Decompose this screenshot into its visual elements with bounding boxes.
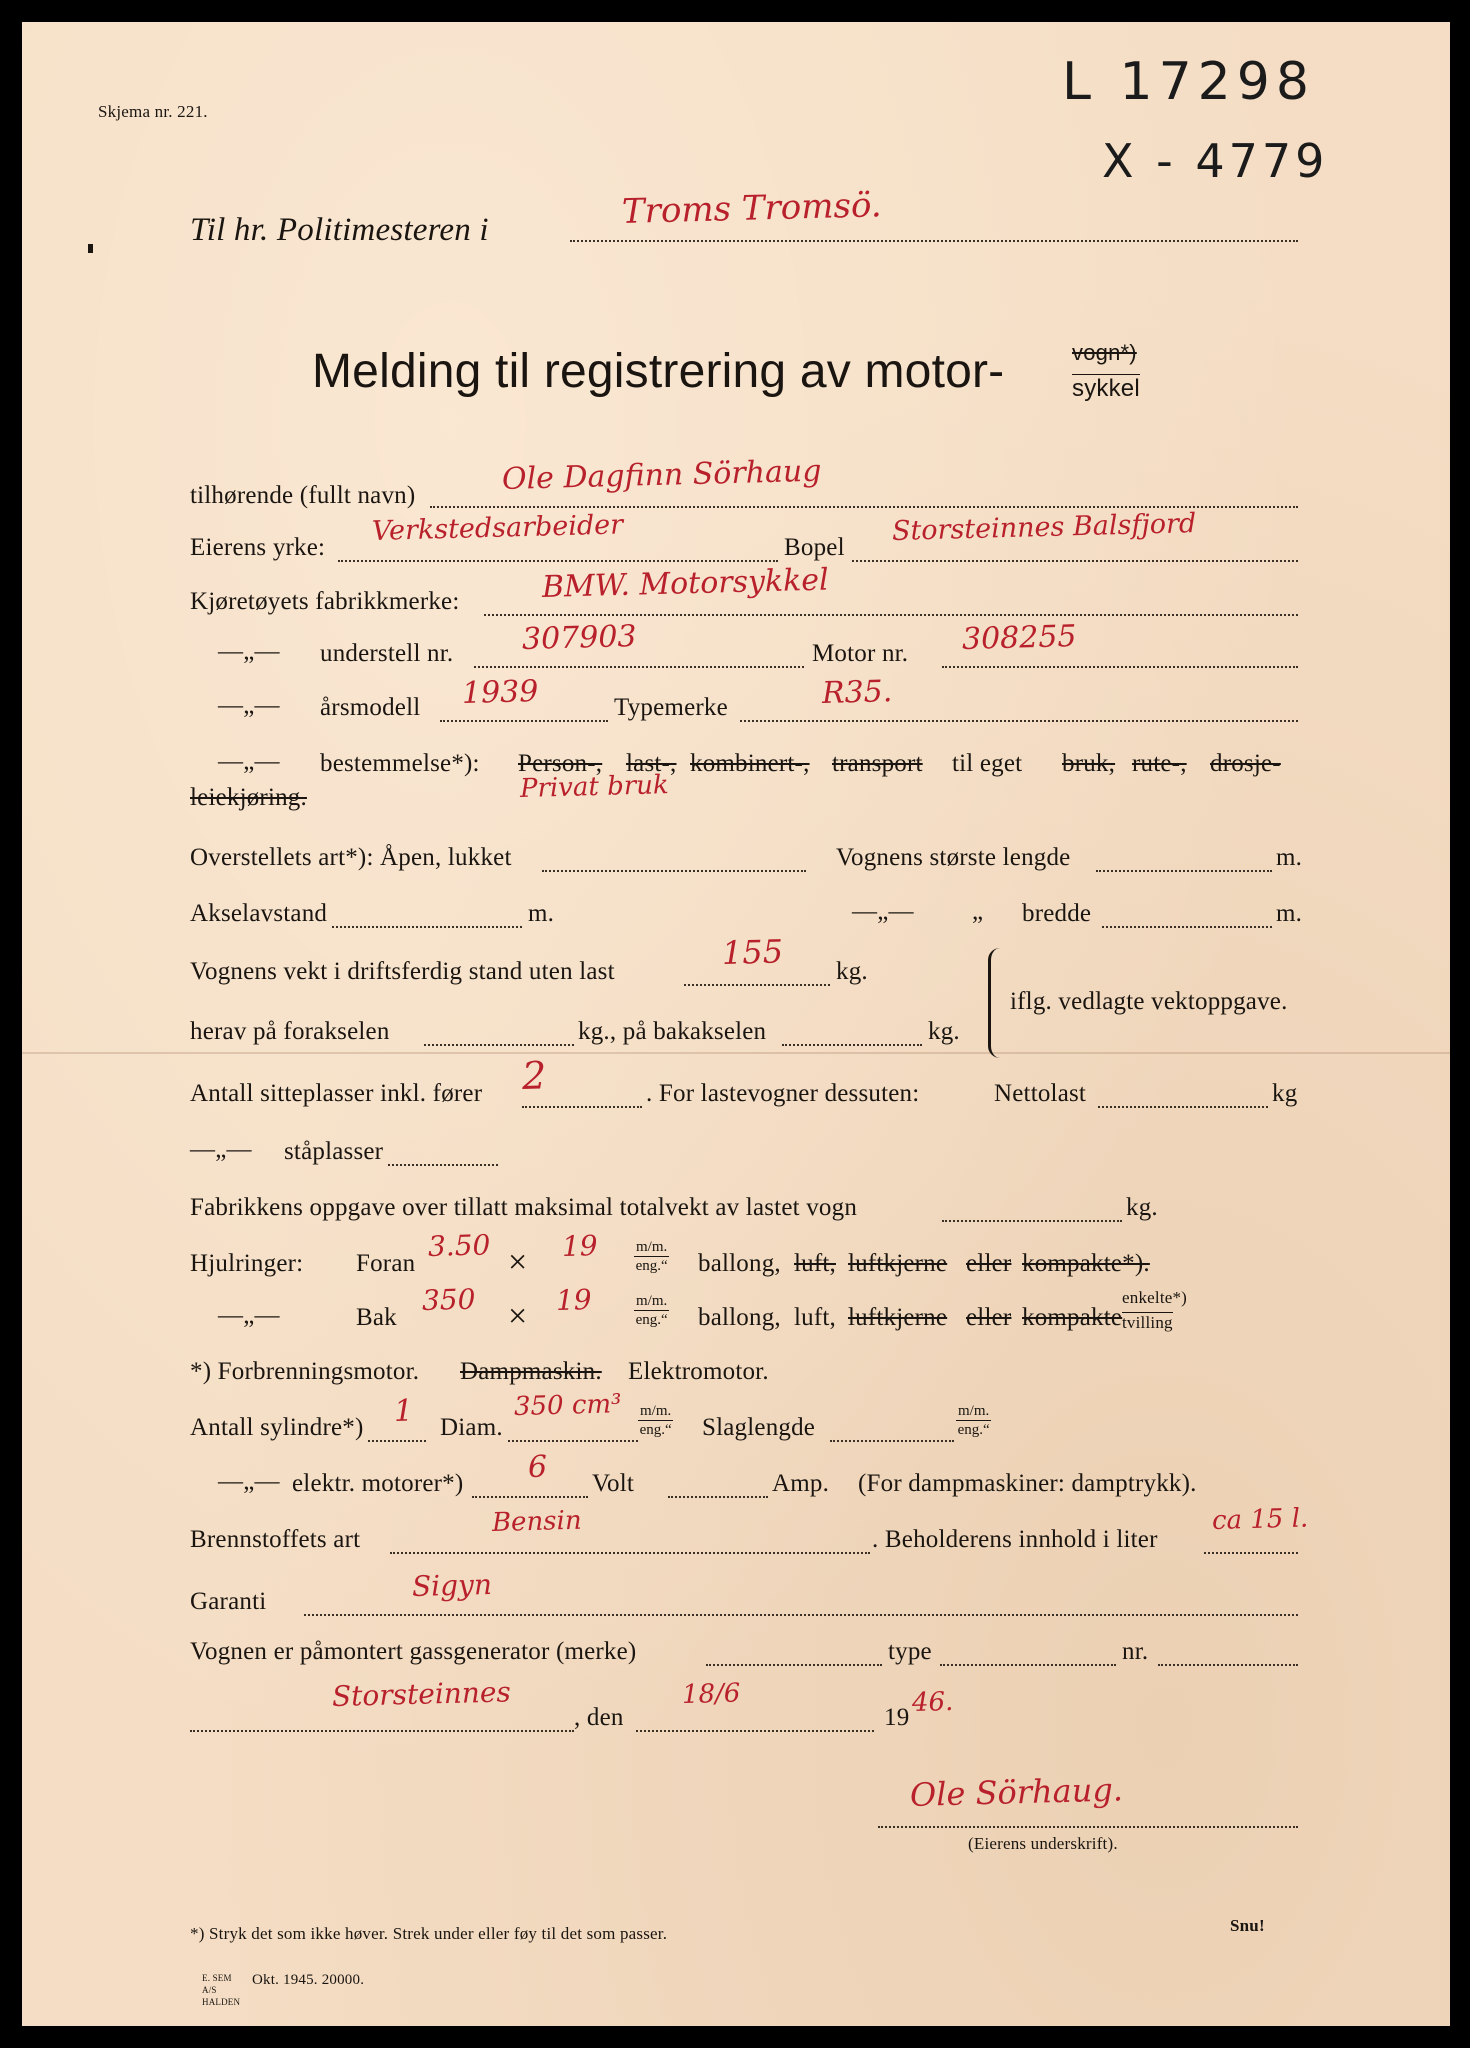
tire-option-single: enkelte*) — [1122, 1288, 1188, 1307]
purpose-option-eget: til eget — [952, 750, 1023, 777]
wheelbase-unit: m. — [528, 900, 555, 927]
netload-label: Nettolast — [994, 1080, 1087, 1107]
turn-over-note: Snu! — [1230, 1916, 1265, 1935]
diameter-label: Diam. — [440, 1414, 503, 1441]
owner-signature: Ole Sörhaug. — [909, 1770, 1124, 1814]
punch-mark — [88, 244, 93, 253]
signature-label: (Eierens underskrift). — [968, 1834, 1118, 1853]
date-value: 18/6 — [681, 1678, 741, 1710]
owner-label: tilhørende (fullt navn) — [190, 482, 416, 509]
year-suffix: 46. — [911, 1686, 954, 1718]
guarantee-value: Sigyn — [411, 1567, 493, 1603]
body-line — [542, 870, 806, 872]
make-line — [484, 614, 1298, 616]
occupation-label: Eierens yrke: — [190, 534, 326, 561]
stroke-unit: m/m. eng.“ — [957, 1403, 990, 1438]
type-value: R35. — [821, 674, 893, 711]
ditto-quote: „ — [972, 898, 984, 925]
tires-front-width: 3.50 — [427, 1228, 491, 1263]
weight-label: Vognens vekt i driftsferdig stand uten last — [190, 958, 615, 985]
tire-option-luft: luft, — [794, 1304, 836, 1331]
gas-generator-label: Vognen er påmontert gassgenerator (merke) — [190, 1638, 637, 1665]
owner-value: Ole Dagfinn Sörhaug — [501, 453, 822, 497]
tire-option-kompakte: kompakte*). — [1022, 1250, 1150, 1277]
addressee-label: Til hr. Politimesteren i — [190, 212, 489, 248]
purpose-option-transport: transport — [832, 750, 923, 777]
printer-name: E. SEM A/S HALDEN — [202, 1973, 241, 2007]
purpose-option-leie: leiekjøring. — [190, 784, 307, 811]
weight-line — [684, 984, 830, 986]
tank-value: ca 15 l. — [1211, 1503, 1309, 1536]
length-label: Vognens største lengde — [836, 844, 1071, 871]
fold-line — [22, 1052, 1450, 1054]
front-axle-line — [424, 1044, 574, 1046]
tire-option-eller: eller — [966, 1250, 1012, 1277]
tire-option-luftkjerne: luftkjerne — [848, 1304, 948, 1331]
weight-note: iflg. vedlagte vektoppgave. — [1010, 988, 1288, 1015]
ditto-mark: —„— — [218, 748, 280, 775]
fuel-label: Brennstoffets art — [190, 1526, 361, 1553]
gas-generator-line — [706, 1664, 882, 1666]
tire-option-eller: eller — [966, 1304, 1012, 1331]
body-label: Overstellets art*): Åpen, lukket — [190, 844, 512, 871]
purpose-value: Privat bruk — [519, 770, 670, 804]
ditto-mark: —„— — [218, 1468, 280, 1495]
gas-nr-label: nr. — [1122, 1638, 1149, 1665]
chassis-value: 307903 — [521, 619, 637, 657]
tire-option-luftkjerne: luftkjerne — [848, 1250, 948, 1277]
electric-motor-label: elektr. motorer*) — [292, 1470, 464, 1497]
tires-front-label: Foran — [356, 1250, 416, 1277]
chassis-line — [474, 666, 804, 668]
stroke-line — [830, 1440, 954, 1442]
diameter-line — [508, 1440, 638, 1442]
purpose-option-kombinert: kombinert-, — [690, 750, 810, 777]
year-line — [440, 720, 608, 722]
fuel-value: Bensin — [491, 1505, 583, 1538]
maxweight-label: Fabrikkens oppgave over tillatt maksimal totalvekt av lastet vogn — [190, 1194, 858, 1221]
residence-line — [852, 560, 1298, 562]
engine-option-electric: Elektromotor. — [628, 1358, 769, 1385]
date-label: , den — [574, 1704, 624, 1731]
rear-axle-label: kg., på bakakselen — [578, 1018, 767, 1045]
page-title: Melding til registrering av motor- — [312, 345, 1005, 398]
purpose-option-rute: rute-, — [1132, 750, 1187, 777]
netload-line — [1098, 1106, 1268, 1108]
width-line — [1102, 926, 1272, 928]
cylinders-value: 1 — [393, 1393, 414, 1429]
gas-type-line — [940, 1664, 1116, 1666]
tires-rear-cross: × — [508, 1298, 528, 1335]
purpose-option-person: Person-, — [518, 750, 603, 777]
tire-option-ballong: ballong, — [698, 1304, 781, 1331]
tire-option-ballong: ballong, — [698, 1250, 781, 1277]
weight-unit: kg. — [836, 958, 868, 985]
owner-line — [430, 506, 1298, 508]
volt-label: Volt — [592, 1470, 635, 1497]
cylinders-label: Antall sylindre*) — [190, 1414, 364, 1441]
diameter-value: 350 cm³ — [513, 1389, 622, 1422]
tank-line — [1204, 1552, 1298, 1554]
tires-rear-label: Bak — [356, 1304, 397, 1331]
tires-label: Hjulringer: — [190, 1250, 304, 1277]
weight-value: 155 — [721, 932, 784, 972]
year-prefix: 19 — [884, 1704, 910, 1731]
tires-rear-width: 350 — [421, 1282, 476, 1317]
signature-line — [878, 1826, 1298, 1828]
steam-note: (For dampmaskiner: damptrykk). — [858, 1470, 1197, 1497]
tire-option-twin: tvilling — [1122, 1313, 1173, 1332]
residence-value: Storsteinnes Balsfjord — [891, 508, 1197, 547]
ditto-mark: —„— — [852, 898, 914, 925]
rear-axle-unit: kg. — [928, 1018, 960, 1045]
amp-label: Amp. — [772, 1470, 830, 1497]
ditto-mark: —„— — [218, 692, 280, 719]
seats-value: 2 — [521, 1053, 547, 1098]
tires-rear-unit: m/m. eng.“ — [635, 1293, 668, 1328]
place-value: Storsteinnes — [331, 1675, 512, 1713]
occupation-value: Verkstedsarbeider — [371, 509, 624, 547]
ditto-mark: —„— — [190, 1136, 252, 1163]
truck-label: . For lastevogner dessuten: — [646, 1080, 920, 1107]
type-label: Typemerke — [614, 694, 728, 721]
width-unit: m. — [1276, 900, 1303, 927]
addressee-line — [570, 240, 1298, 242]
seats-line — [522, 1106, 642, 1108]
form-sheet — [22, 22, 1450, 2026]
guarantee-label: Garanti — [190, 1588, 267, 1615]
rear-axle-line — [782, 1044, 922, 1046]
purpose-option-last: last-, — [626, 750, 677, 777]
make-value: BMW. Motorsykkel — [541, 562, 830, 605]
tires-front-cross: × — [508, 1244, 528, 1281]
amp-line — [668, 1496, 768, 1498]
standing-label: ståplasser — [284, 1138, 384, 1165]
tire-option-luft: luft, — [794, 1250, 836, 1277]
print-info: Okt. 1945. 20000. — [252, 1972, 365, 1988]
purpose-label: bestemmelse*): — [320, 750, 480, 777]
title-option-struck: vogn*) — [1072, 340, 1137, 365]
year-value: 1939 — [461, 674, 539, 711]
footer-note: *) Stryk det som ikke høver. Strek under eller føy til det som passer. — [190, 1924, 668, 1943]
volt-line — [472, 1496, 588, 1498]
date-line — [636, 1730, 874, 1732]
occupation-line — [338, 560, 778, 562]
ditto-mark: —„— — [218, 638, 280, 665]
fuel-line — [390, 1552, 870, 1554]
cylinders-line — [368, 1440, 426, 1442]
form-number: Skjema nr. 221. — [98, 102, 208, 121]
stamp-number: L 17298 — [1062, 52, 1315, 112]
motor-value: 308255 — [961, 619, 1077, 657]
netload-unit: kg — [1272, 1080, 1298, 1107]
purpose-option-drosje: drosje- — [1210, 750, 1281, 777]
diameter-unit: m/m. eng.“ — [639, 1403, 672, 1438]
stroke-label: Slaglengde — [702, 1414, 816, 1441]
tire-option-kompakte: kompakte — [1022, 1304, 1123, 1331]
engine-option-combustion: *) Forbrenningsmotor. — [190, 1358, 420, 1385]
length-unit: m. — [1276, 844, 1303, 871]
motor-line — [942, 666, 1298, 668]
maxweight-line — [942, 1220, 1122, 1222]
width-label: bredde — [1022, 900, 1092, 927]
year-label: årsmodell — [320, 694, 421, 721]
chassis-label: understell nr. — [320, 640, 454, 667]
make-label: Kjøretøyets fabrikkmerke: — [190, 588, 460, 615]
title-option-kept: sykkel — [1072, 375, 1140, 402]
wheelbase-line — [332, 926, 522, 928]
stamp-number-secondary: X - 4779 — [1102, 134, 1329, 188]
seats-label: Antall sitteplasser inkl. fører — [190, 1080, 483, 1107]
motor-label: Motor nr. — [812, 640, 909, 667]
tires-front-unit: m/m. eng.“ — [635, 1239, 668, 1274]
gas-nr-line — [1158, 1664, 1298, 1666]
gas-type-label: type — [888, 1638, 932, 1665]
engine-option-steam: Dampmaskin. — [460, 1358, 602, 1385]
residence-label: Bopel — [784, 534, 845, 561]
tires-front-diameter: 19 — [561, 1229, 599, 1263]
standing-line — [388, 1164, 498, 1166]
wheelbase-label: Akselavstand — [190, 900, 328, 927]
guarantee-line — [304, 1614, 1298, 1616]
purpose-option-bruk: bruk, — [1062, 750, 1116, 777]
volt-value: 6 — [527, 1449, 548, 1485]
ditto-mark: —„— — [218, 1302, 280, 1329]
place-line — [190, 1730, 574, 1732]
tires-rear-diameter: 19 — [555, 1283, 593, 1317]
maxweight-unit: kg. — [1126, 1194, 1158, 1221]
type-line — [740, 720, 1298, 722]
front-axle-label: herav på forakselen — [190, 1018, 390, 1045]
length-line — [1096, 870, 1272, 872]
addressee-value: Troms Tromsö. — [621, 185, 883, 232]
tank-label: . Beholderens innhold i liter — [872, 1526, 1158, 1553]
